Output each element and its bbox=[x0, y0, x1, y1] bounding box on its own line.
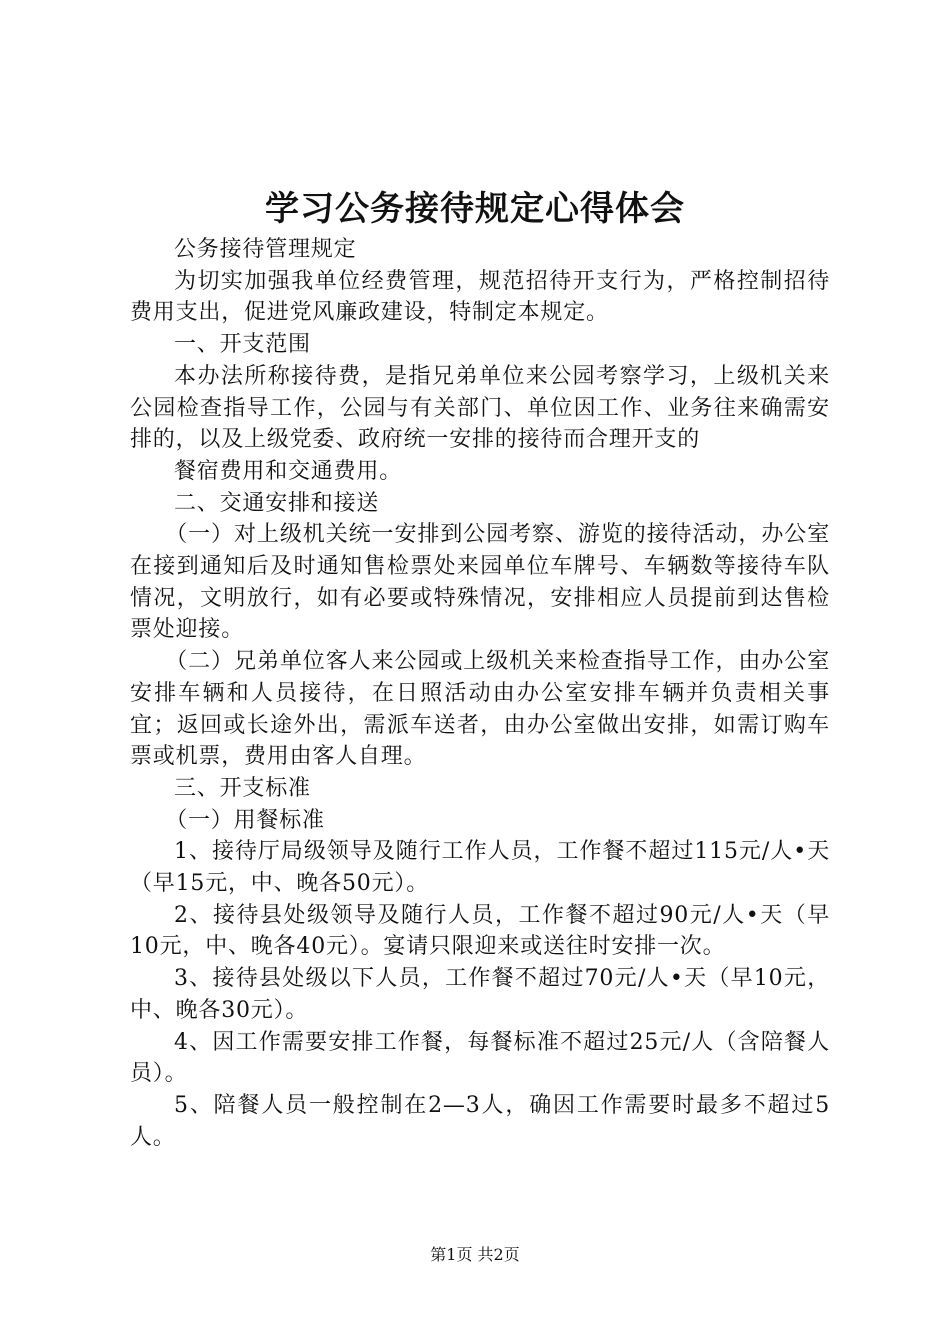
list-item-meal-4: 4、因工作需要安排工作餐，每餐标准不超过25元/人（含陪餐人员）。 bbox=[130, 1029, 830, 1087]
document-body bbox=[130, 234, 830, 1153]
list-item-meal-2: 2、接待县处级领导及随行人员，工作餐不超过90元/人•天（早10元，中、晚各40元）。宴请只限迎来或送往时安排一次。 bbox=[130, 902, 830, 960]
paragraph-subtitle: 公务接待管理规定 bbox=[174, 237, 357, 262]
page-indicator: 第1页 共2页 bbox=[430, 1245, 520, 1264]
subheading-meal-standards: （一）用餐标准 bbox=[165, 807, 325, 833]
paragraph-scope: 本办法所称接待费，是指兄弟单位来公园考察学习，上级机关来公园检查指导工作，公园与有关部门、单位因工作、业务往来确需安排的，以及上级党委、政府统一安排的接待而合理开支的 bbox=[130, 363, 830, 453]
page-title: 学习公务接待规定心得体会 bbox=[265, 189, 685, 229]
section-heading-standards: 三、开支标准 bbox=[174, 775, 311, 801]
list-item-meal-1: 1、接待厅局级领导及随行工作人员，工作餐不超过115元/人•天（早15元，中、晚各50元）。 bbox=[130, 839, 830, 897]
list-item-meal-5: 5、陪餐人员一般控制在2—3人，确因工作需要时最多不超过5人。 bbox=[130, 1092, 830, 1150]
section-heading-transport: 二、交通安排和接送 bbox=[174, 490, 380, 516]
section-heading-scope: 一、开支范围 bbox=[174, 332, 311, 358]
paragraph-transport-1: （一）对上级机关统一安排到公园考察、游览的接待活动，办公室在接到通知后及时通知售检票处来园单位车牌号、车辆数等接待车队情况，文明放行，如有必要或特殊情况，安排相应人员提前到达售检票处迎接。 bbox=[130, 522, 830, 643]
list-item-meal-3: 3、接待县处级以下人员，工作餐不超过70元/人•天（早10元，中、晚各30元）。 bbox=[130, 966, 830, 1023]
paragraph-intro: 为切实加强我单位经费管理，规范招待开支行为，严格控制招待费用支出，促进党风廉政建设，特制定本规定。 bbox=[130, 268, 830, 326]
paragraph-transport-2: （二）兄弟单位客人来公园或上级机关来检查指导工作，由办公室安排车辆和人员接待，在日照活动由办公室安排车辆并负责相关事宜；返回或长途外出，需派车送者，由办公室做出安排，如需订购车票或机票，费用由客人自理。 bbox=[130, 649, 830, 770]
paragraph-scope-continued: 餐宿费用和交通费用。 bbox=[174, 458, 403, 484]
